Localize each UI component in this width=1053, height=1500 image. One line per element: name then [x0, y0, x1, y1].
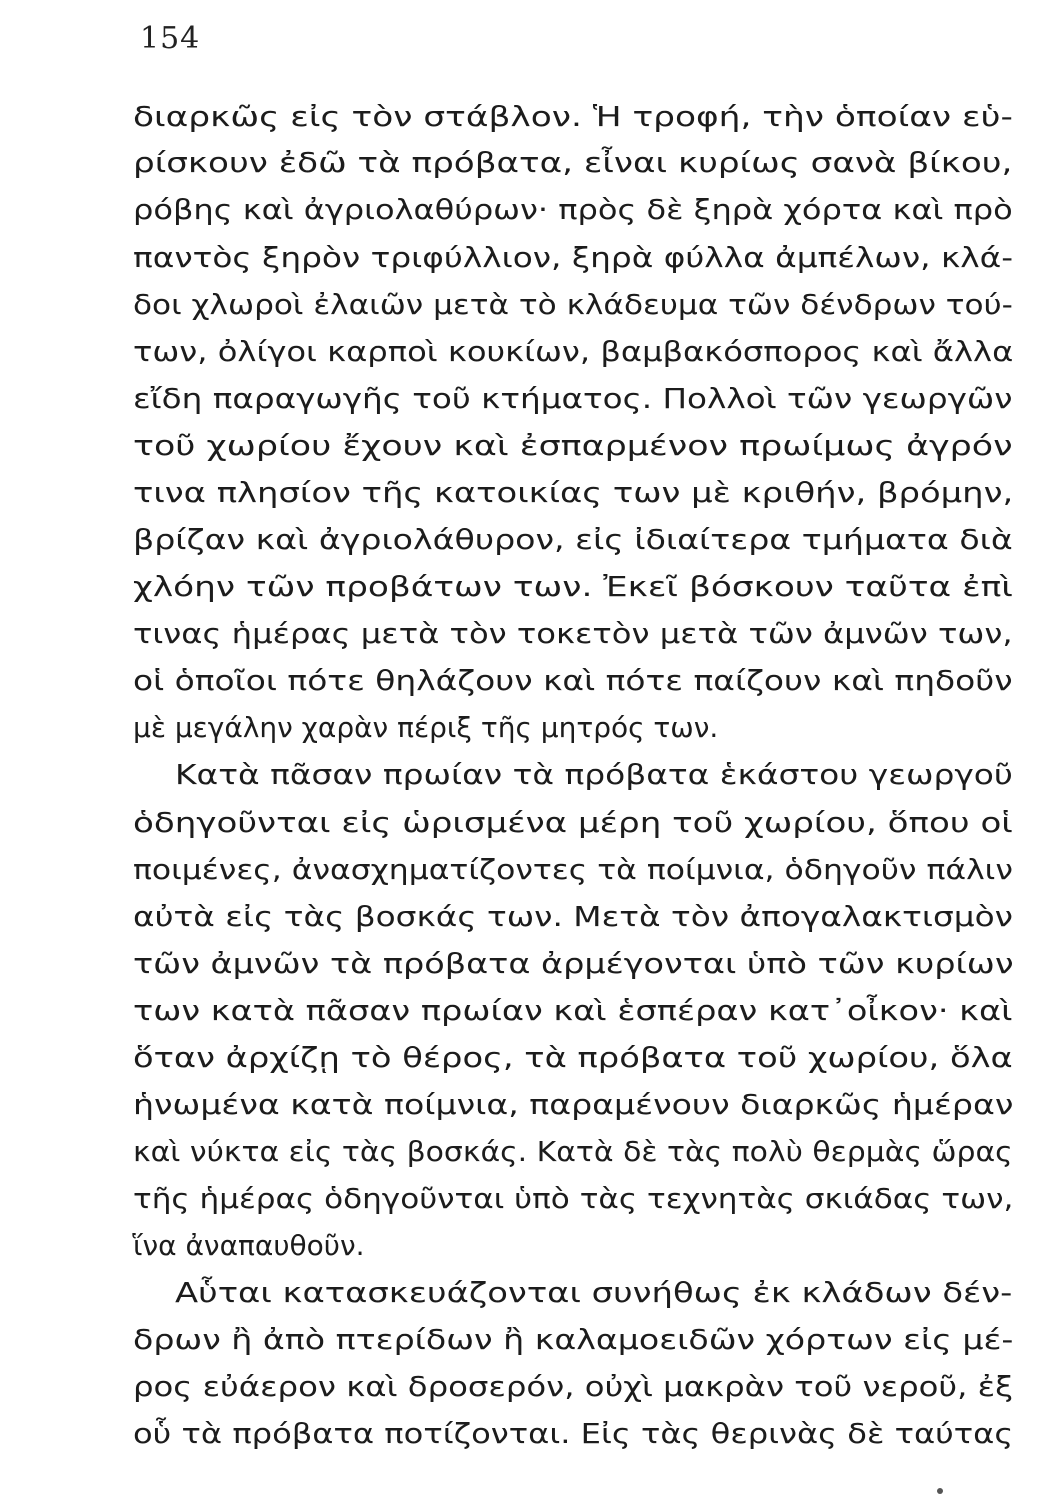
text-line: τινα πλησίον τῆς κατοικίας των μὲ κριθήν, βρόμην,: [133, 476, 1014, 509]
text-line: ὁδηγοῦνται εἰς ὡρισμένα μέρη τοῦ χωρίου, ὅπου οἱ: [133, 806, 1013, 839]
text-line: ρος εὐάερον καὶ δροσερόν, οὐχὶ μακρὰν τοῦ νεροῦ, ἐξ: [133, 1370, 1014, 1403]
text-line: ἡνωμένα κατὰ ποίμνια, παραμένουν διαρκῶς ἡμέραν: [133, 1088, 1014, 1121]
text-line: οἱ ὁποῖοι πότε θηλάζουν καὶ πότε παίζουν καὶ πηδοῦν: [133, 664, 1013, 697]
text-line: δοι χλωροὶ ἐλαιῶν μετὰ τὸ κλάδευμα τῶν δένδρων τού-: [133, 288, 1013, 321]
text-line: τινας ἡμέρας μετὰ τὸν τοκετὸν μετὰ τῶν ἀμνῶν των,: [133, 617, 1013, 650]
text-line: καὶ νύκτα εἰς τὰς βοσκάς. Κατὰ δὲ τὰς πολὺ θερμὰς ὥρας: [133, 1135, 1013, 1168]
text-line: αὐτὰ εἰς τὰς βοσκάς των. Μετὰ τὸν ἀπογαλακτισμὸν: [133, 900, 1013, 933]
text-line: ρίσκουν ἐδῶ τὰ πρόβατα, εἶναι κυρίως σανὰ βίκου,: [133, 146, 1013, 179]
text-line: μὲ μεγάλην χαρὰν πέριξ τῆς μητρός των.: [133, 711, 719, 744]
text-line: παντὸς ξηρὸν τριφύλλιον, ξηρὰ φύλλα ἀμπέλων, κλά-: [133, 241, 1014, 274]
text-line: τοῦ χωρίου ἔχουν καὶ ἐσπαρμένον πρωίμως ἀγρόν: [133, 429, 1013, 462]
text-line: τῆς ἡμέρας ὁδηγοῦνται ὑπὸ τὰς τεχνητὰς σκιάδας των,: [133, 1182, 1014, 1215]
text-line: ποιμένες, ἀνασχηματίζοντες τὰ ποίμνια, ὁδηγοῦν πάλιν: [133, 853, 1013, 886]
text-line: χλόην τῶν προβάτων των. Ἐκεῖ βόσκουν ταῦτα ἐπὶ: [133, 570, 1013, 603]
text-line: των κατὰ πᾶσαν πρωίαν καὶ ἑσπέραν κατ᾽οἶκον· καὶ: [133, 994, 1013, 1027]
text-line: ἵνα ἀναπαυθοῦν.: [133, 1229, 365, 1262]
text-line: βρίζαν καὶ ἀγριολάθυρον, εἰς ἰδιαίτερα τμήματα διὰ: [133, 523, 1013, 556]
text-line: δρων ἢ ἀπὸ πτερίδων ἢ καλαμοειδῶν χόρτων εἰς μέ-: [133, 1323, 1014, 1356]
paragraph-first-line: Κατὰ πᾶσαν πρωίαν τὰ πρόβατα ἑκάστου γεωργοῦ: [175, 758, 1013, 791]
text-line: διαρκῶς εἰς τὸν στάβλον. Ἡ τροφή, τὴν ὁποίαν εὑ-: [133, 100, 1013, 133]
text-line: των, ὀλίγοι καρποὶ κουκίων, βαμβακόσπορος καὶ ἄλλα: [133, 335, 1014, 368]
paragraph-first-line: Αὗται κατασκευάζονται συνήθως ἐκ κλάδων δέν-: [175, 1276, 1013, 1309]
text-line: τῶν ἀμνῶν τὰ πρόβατα ἀρμέγονται ὑπὸ τῶν κυρίων: [133, 947, 1014, 980]
text-line: εἴδη παραγωγῆς τοῦ κτήματος. Πολλοὶ τῶν γεωργῶν: [133, 382, 1013, 415]
scan-speck: [937, 1488, 943, 1494]
text-line: ρόβης καὶ ἀγριολαθύρων· πρὸς δὲ ξηρὰ χόρτα καὶ πρὸ: [133, 193, 1013, 226]
text-line: οὗ τὰ πρόβατα ποτίζονται. Εἰς τὰς θερινὰς δὲ ταύτας: [133, 1417, 1014, 1450]
page-number: 154: [140, 21, 201, 56]
text-line: ὅταν ἀρχίζῃ τὸ θέρος, τὰ πρόβατα τοῦ χωρίου, ὅλα: [133, 1041, 1013, 1074]
